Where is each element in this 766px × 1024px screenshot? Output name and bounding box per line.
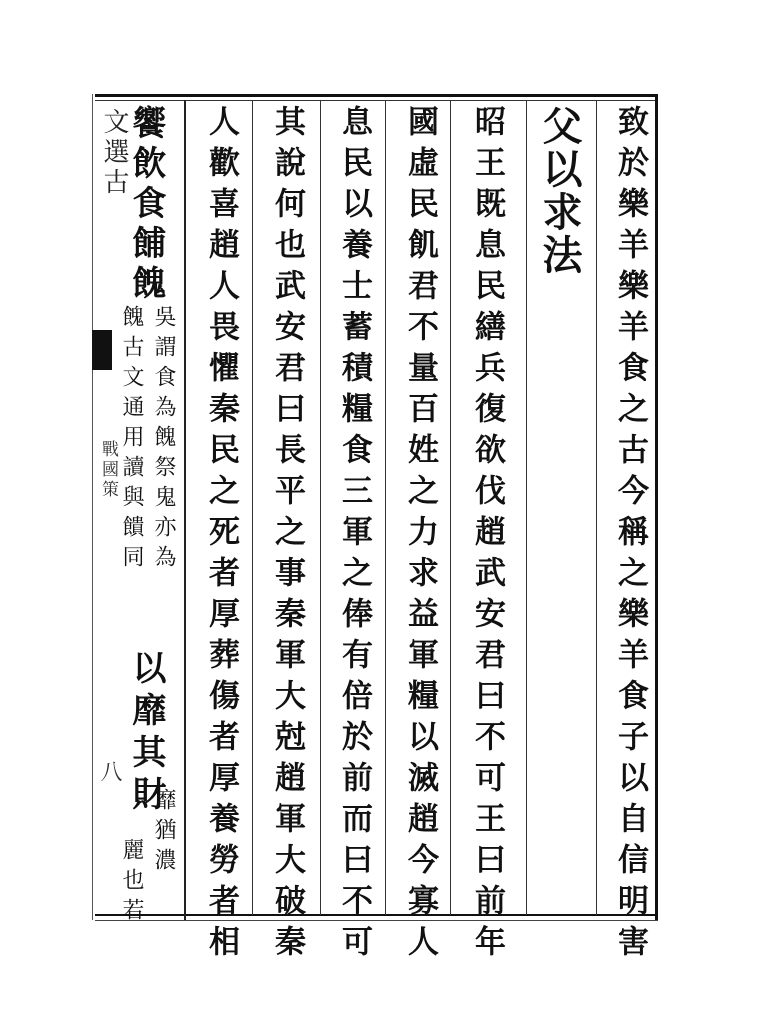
column-rule (252, 100, 253, 915)
text-column-8-top: 饗飲食餔餽 (126, 105, 166, 305)
text-column-8-mid: 以靡其財 (126, 650, 166, 818)
frame-top-inner-border (95, 100, 658, 101)
text-column-5: 息民以養士蓄積糧食三軍之俸有倍於前而曰不可 (336, 105, 372, 966)
frame-left-border (184, 100, 186, 920)
text-column-7: 人歡喜趙人畏懼秦民之死者厚葬傷者厚養勞者相 (203, 105, 239, 966)
text-column-6: 其說何也武安君曰長平之事秦軍大尅趙軍大破秦 (269, 105, 305, 966)
margin-page-number: 八 (97, 760, 122, 782)
frame-top-border (95, 94, 658, 97)
margin-border (92, 94, 93, 920)
commentary-right: 吳謂食為餽祭鬼亦為 (151, 305, 176, 575)
text-column-1: 致於樂羊樂羊食之古今稱之樂羊食子以自信明害 (612, 105, 648, 966)
column-rule (526, 100, 527, 915)
column-rule (385, 100, 386, 915)
margin-chapter-title: 戰國策 (98, 440, 118, 500)
column-rule (596, 100, 597, 915)
text-column-2: 父以求法 (536, 105, 583, 277)
text-column-4: 國虛民飢君不量百姓之力求益軍糧以滅趙今寡人 (402, 105, 438, 966)
text-column-3: 昭王既息民繕兵復欲伐趙武安君曰不可王曰前年 (469, 105, 505, 966)
commentary-2-right: 靡猶濃 (151, 788, 176, 878)
column-rule (320, 100, 321, 915)
margin-black-mark (92, 330, 112, 370)
commentary-2-left: 麗也若 (119, 838, 144, 928)
column-rule (450, 100, 451, 915)
commentary-left: 餽古文通用讀與饋同 (119, 305, 144, 575)
margin-book-title: 文選古 (99, 108, 129, 198)
